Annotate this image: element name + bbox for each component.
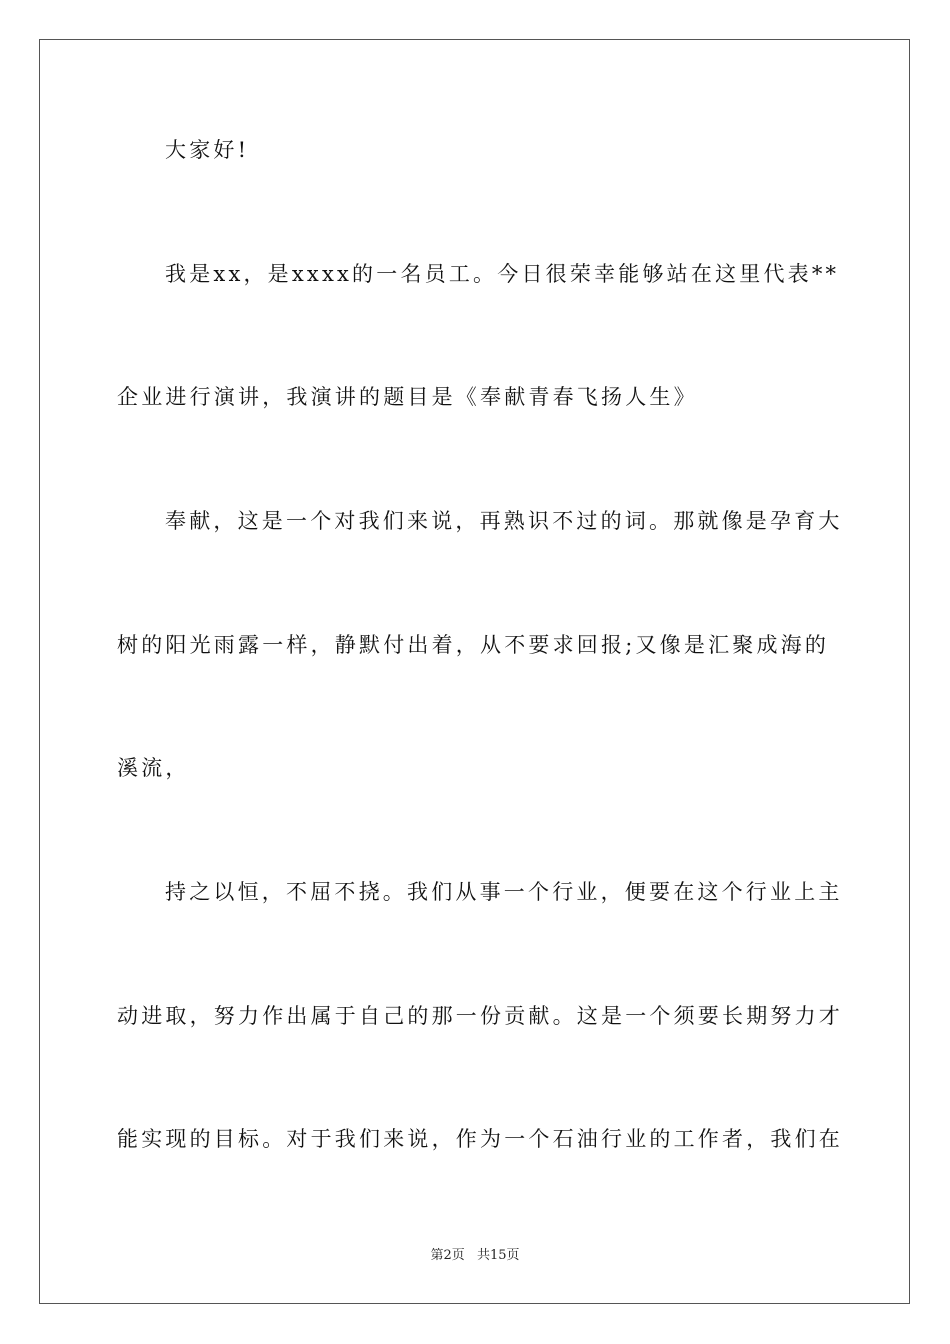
page-border xyxy=(39,39,910,1304)
page-number: 第2页 xyxy=(430,1248,465,1263)
page-footer xyxy=(0,1247,950,1265)
paragraph-line: 企业进行演讲，我演讲的题目是《奉献青春飞扬人生》 xyxy=(117,385,698,409)
paragraph-line: 溪流， xyxy=(117,756,190,780)
paragraph-line: 持之以恒，不屈不挠。我们从事一个行业，便要在这个行业上主 xyxy=(165,880,843,904)
paragraph-line: 能实现的目标。对于我们来说，作为一个石油行业的工作者，我们在 xyxy=(117,1127,843,1151)
page-total: 共15页 xyxy=(476,1248,520,1263)
greeting-line: 大家好! xyxy=(165,138,250,162)
paragraph-line: 动进取，努力作出属于自己的那一份贡献。这是一个须要长期努力才 xyxy=(117,1004,843,1028)
paragraph-line: 树的阳光雨露一样，静默付出着，从不要求回报;又像是汇聚成海的 xyxy=(117,633,830,657)
paragraph-line: 奉献，这是一个对我们来说，再熟识不过的词。那就像是孕育大 xyxy=(165,509,843,533)
paragraph-line: 我是xx，是xxxx的一名员工。今日很荣幸能够站在这里代表** xyxy=(165,262,840,286)
